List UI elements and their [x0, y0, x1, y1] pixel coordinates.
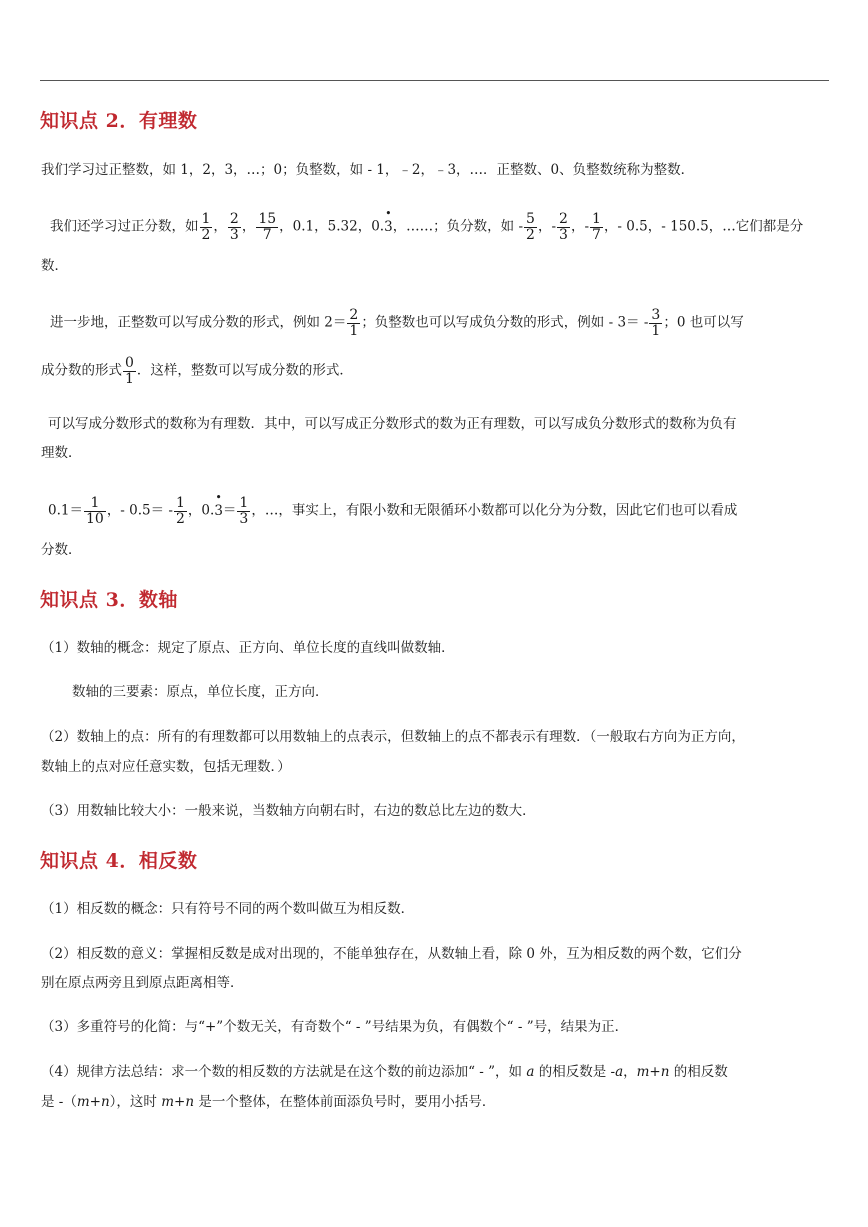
- text: ．这样，整数可以写成分数的形式．: [136, 362, 353, 379]
- denominator: 3: [229, 226, 239, 243]
- denominator: 7: [592, 226, 601, 243]
- text: ，……；负分数，如 -: [392, 218, 524, 235]
- text: ，0.: [187, 502, 215, 519]
- fraction: [84, 496, 106, 526]
- text: 的相反数: [673, 1064, 728, 1080]
- paragraph-integer-as-fraction: [50, 308, 744, 338]
- text: 是一个整体，在整体前面添负号时，要用小括号．: [198, 1094, 496, 1110]
- text: ＝: [222, 502, 237, 519]
- text: 的相反数是 -: [538, 1064, 616, 1080]
- denominator: 1: [125, 370, 134, 387]
- fraction: [200, 212, 213, 242]
- denominator: 10: [85, 510, 104, 527]
- numerator: 3: [651, 307, 661, 323]
- numerator: 5: [526, 211, 535, 227]
- opposite-concept: （1）相反数的概念：只有符号不同的两个数叫做互为相反数．: [41, 901, 415, 917]
- number-line-concept: （1）数轴的概念：规定了原点、正方向、单位长度的直线叫做数轴．: [41, 640, 455, 656]
- opposite-meaning: （2）相反数的意义：掌握相反数是成对出现的，不能单独存在，从数轴上看，除 0 外，互为相反数的两个数，它们分: [41, 946, 742, 962]
- numerator: 1: [84, 496, 106, 512]
- numerator: 15: [258, 211, 277, 227]
- numerator: 0: [125, 355, 134, 371]
- denominator: 3: [559, 226, 568, 243]
- paragraph-rational-definition-end: 理数．: [41, 445, 82, 461]
- paragraph-fractions: 我们还学习过正分数，如 $\frac{1}{2}$ ， $\frac{2}{3}$ ， $\frac{15}{7}$ ，0.1，5.32，0.• 3，……；负分数，如 - $\frac{5}{2}$ ，- $\frac{2}{3}$ ，- $\frac{1}{7}$ ，- 0.5，- 150.5，…它们都是分: [50, 212, 803, 242]
- number-line-points: （2）数轴上的点：所有的有理数都可以用数轴上的点表示，但数轴上的点不都表示有理数．（一般取右方向为正方向，: [41, 729, 745, 745]
- text: ，- 0.5，- 150.5，…它们都是分: [603, 218, 804, 235]
- denominator: 2: [526, 226, 535, 243]
- fraction: [228, 212, 241, 242]
- numerator: 2: [349, 307, 359, 323]
- rule-summary-end: [41, 1092, 495, 1112]
- text: 我们还学习过正分数，如: [50, 218, 199, 235]
- denominator: 1: [349, 322, 359, 339]
- denominator: 1: [651, 322, 661, 339]
- denominator: 3: [239, 510, 249, 527]
- denominator: 2: [176, 510, 185, 527]
- fraction: [123, 356, 136, 386]
- fraction: [256, 212, 278, 242]
- paragraph-integer-as-fraction-end: [41, 356, 353, 386]
- repeating-digit: • 3: [214, 501, 223, 521]
- variable: m+n: [76, 1094, 110, 1110]
- text: 是 -（: [41, 1094, 77, 1110]
- text: ，: [623, 1064, 637, 1080]
- number-line-points-end: 数轴上的点对应任意实数，包括无理数．）: [41, 759, 291, 775]
- text: ，…，事实上，有限小数和无限循环小数都可以化分为分数，因此它们也可以看成: [251, 502, 738, 519]
- fraction: [590, 212, 603, 242]
- number-line-elements: 数轴的三要素：原点，单位长度，正方向．: [72, 684, 329, 700]
- paragraph-integers: 我们学习过正整数，如 1，2，3，…；0；负整数，如 - 1，﹣2，﹣3，…．正整数、0、负整数统称为整数．: [41, 162, 695, 178]
- text: 成分数的形式: [41, 362, 122, 379]
- text: ；0 也可以写: [663, 314, 744, 331]
- section-heading-2: 知识点 2．有理数: [40, 110, 198, 132]
- text: ，- 0.5＝ -: [106, 502, 173, 519]
- top-rule: [40, 80, 829, 81]
- multiple-sign-simplification: （3）多重符号的化简：与“+”个数无关，有奇数个“ - ”号结果为负，有偶数个“ - ”号，结果为正．: [41, 1019, 629, 1035]
- paragraph-rational-definition: 可以写成分数形式的数称为有理数．其中，可以写成正分数形式的数为正有理数，可以写成负分数形式的数称为负有: [48, 416, 737, 432]
- fraction: [524, 212, 537, 242]
- denominator: 7: [262, 226, 272, 243]
- paragraph-decimal-examples-end: 分数．: [41, 542, 82, 558]
- numerator: 1: [201, 211, 211, 227]
- text: 进一步地，正整数可以写成分数的形式，例如 2＝: [50, 314, 347, 331]
- fraction: [237, 496, 250, 526]
- section-heading-3: 知识点 3．数轴: [40, 589, 178, 611]
- paragraph-decimal-examples: [48, 496, 737, 526]
- text: （4）规律方法总结：求一个数的相反数的方法就是在这个数的前边添加“ - ”，如: [41, 1064, 523, 1080]
- section-heading-4: 知识点 4．相反数: [40, 850, 198, 872]
- text: ，0.1，5.32，0.: [279, 218, 385, 235]
- paragraph-fractions-end: 数．: [41, 258, 68, 274]
- numerator: 1: [592, 211, 601, 227]
- opposite-meaning-end: 别在原点两旁且到原点距离相等．: [41, 975, 244, 991]
- numerator: 2: [559, 211, 568, 227]
- fraction: [557, 212, 570, 242]
- number-line-compare: （3）用数轴比较大小：一般来说，当数轴方向朝右时，右边的数总比左边的数大．: [41, 803, 536, 819]
- numerator: 2: [229, 211, 239, 227]
- numerator: 1: [239, 495, 249, 511]
- rule-summary: [41, 1062, 728, 1082]
- numerator: 1: [176, 495, 185, 511]
- text: ），这时: [109, 1094, 157, 1110]
- text: ；负整数也可以写成负分数的形式，例如 - 3＝ -: [361, 314, 649, 331]
- variable: m+n: [636, 1064, 670, 1080]
- variable: a: [615, 1064, 624, 1080]
- variable: m+n: [161, 1094, 195, 1110]
- denominator: 2: [201, 226, 211, 243]
- repeating-digit: • 3: [384, 217, 393, 237]
- variable: a: [526, 1064, 535, 1080]
- text: 0.1＝: [48, 502, 83, 519]
- fraction: [649, 308, 662, 338]
- fraction: [174, 496, 187, 526]
- fraction: [347, 308, 360, 338]
